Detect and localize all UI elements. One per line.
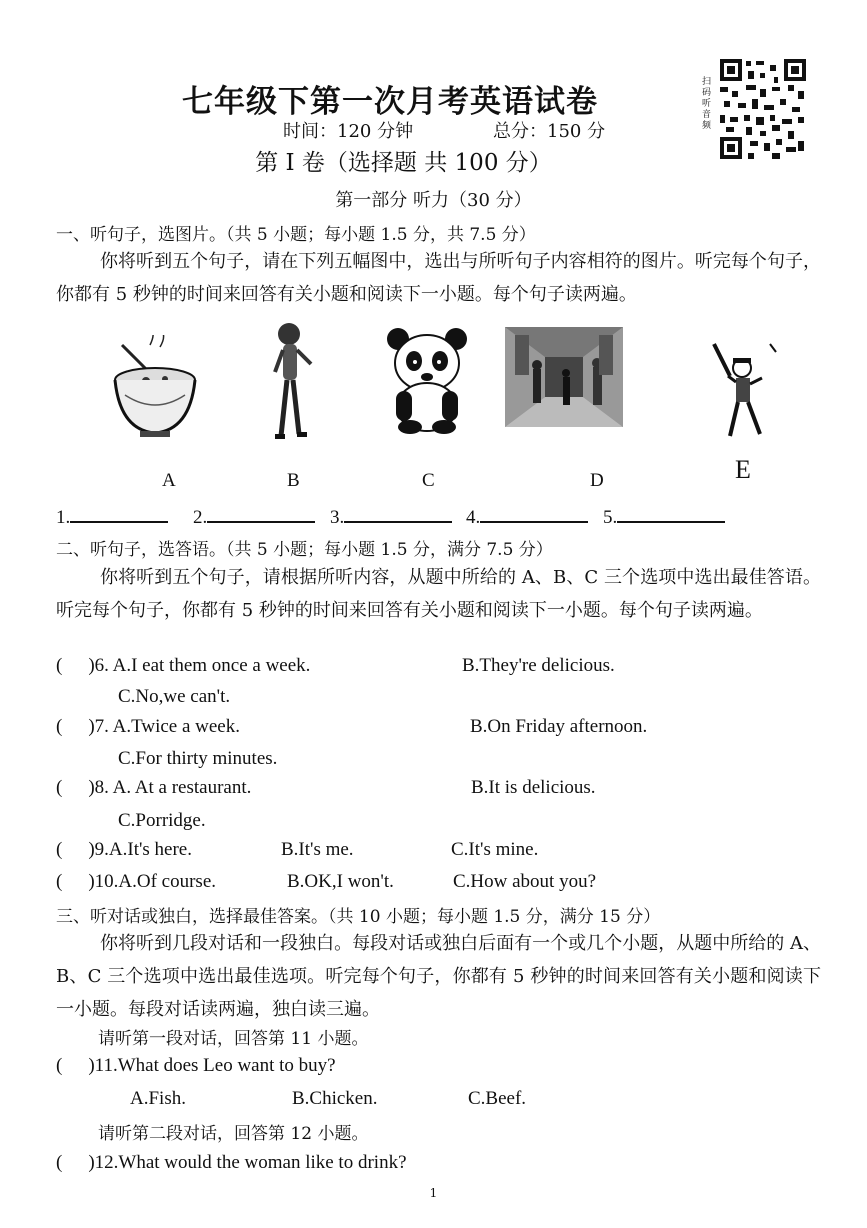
option-9b: B.It's me. (281, 839, 354, 860)
part1-heading: 第一部分 听力（30 分） (335, 190, 532, 211)
option-7c: C.For thirty minutes. (118, 748, 278, 769)
question-9: ( )9.A.It's here. (56, 839, 192, 860)
option-8b: B.It is delicious. (471, 777, 596, 798)
picture-label-c: C (422, 470, 435, 491)
picture-porridge-bowl (110, 335, 200, 449)
section3-instruction: 你将听到几段对话和一段独白。每段对话或独白后面有一个或几个小题，从题中所给的 A、B、C 三个选项中选出最佳选项。听完每个句子，你都有 5 秒钟的时间来回答有关小题和阅读下一小题。每段对话读两遍，独白读三遍。 (56, 933, 821, 1020)
picture-label-b: B (287, 470, 300, 491)
section1-heading: 一、听句子，选图片。（共 5 小题；每小题 1.5 分，共 7.5 分） (56, 225, 536, 245)
answer-blank-3[interactable]: 3. (330, 505, 452, 529)
answer-blank-5[interactable]: 5. (603, 505, 725, 529)
option-10b: B.OK,I won't. (287, 871, 394, 892)
picture-girl-walking (265, 318, 325, 457)
option-7b: B.On Friday afternoon. (470, 716, 648, 737)
section2-instruction: 你将听到五个句子，请根据所听内容，从题中所给的 A、B、C 三个选项中选出最佳答语。听完每个句子，你都有 5 秒钟的时间来回答有关小题和阅读下一小题。每个句子读两遍。 (56, 567, 821, 621)
picture-label-e: E (735, 455, 751, 484)
qr-code[interactable] (700, 55, 810, 165)
question-10: ( )10.A.Of course. (56, 871, 217, 892)
exam-time: 时间：120 分钟 (283, 121, 414, 142)
option-6b: B.They're delicious. (462, 655, 615, 676)
dialog1-prompt: 请听第一段对话，回答第 11 小题。 (98, 1029, 369, 1049)
picture-school-hallway (505, 327, 623, 431)
option-9c: C.It's mine. (451, 839, 539, 860)
exam-total: 总分：150 分 (493, 121, 606, 142)
qr-side-text: 扫码听音频 (702, 77, 712, 131)
dialog2-prompt: 请听第二段对话，回答第 12 小题。 (98, 1124, 369, 1144)
picture-boy-baseball (710, 340, 780, 454)
picture-panda (382, 325, 472, 439)
question-7: ( )7. A.Twice a week. (56, 716, 240, 737)
option-11a: A.Fish. (130, 1088, 186, 1109)
question-6: ( )6. A.I eat them once a week. (56, 655, 311, 676)
page-number: 1 (429, 1186, 438, 1200)
answer-blank-4[interactable]: 4. (466, 505, 588, 529)
answer-blank-2[interactable]: 2. (193, 505, 315, 529)
question-8: ( )8. A. At a restaurant. (56, 777, 252, 798)
option-8c: C.Porridge. (118, 810, 206, 831)
option-10c: C.How about you? (453, 871, 597, 892)
option-11b: B.Chicken. (292, 1088, 378, 1109)
answer-blank-1[interactable]: 1. (56, 505, 168, 529)
picture-label-a: A (162, 470, 176, 491)
option-11c: C.Beef. (468, 1088, 527, 1109)
picture-label-d: D (590, 470, 604, 491)
section3-heading: 三、听对话或独白，选择最佳答案。（共 10 小题；每小题 1.5 分，满分 15 分） (56, 907, 661, 927)
section1-instruction: 你将听到五个句子，请在下列五幅图中，选出与所听句子内容相符的图片。听完每个句子，你都有 5 秒钟的时间来回答有关小题和阅读下一小题。每个句子读两遍。 (56, 251, 821, 305)
volume-heading: 第 I 卷（选择题 共 100 分） (255, 150, 552, 176)
exam-title: 七年级下第一次月考英语试卷 (182, 84, 598, 120)
section2-heading: 二、听句子，选答语。（共 5 小题；每小题 1.5 分，满分 7.5 分） (56, 540, 553, 560)
question-11: ( )11.What does Leo want to buy? (56, 1055, 336, 1076)
question-12: ( )12.What would the woman like to drink? (56, 1152, 407, 1173)
option-6c: C.No,we can't. (118, 686, 231, 707)
